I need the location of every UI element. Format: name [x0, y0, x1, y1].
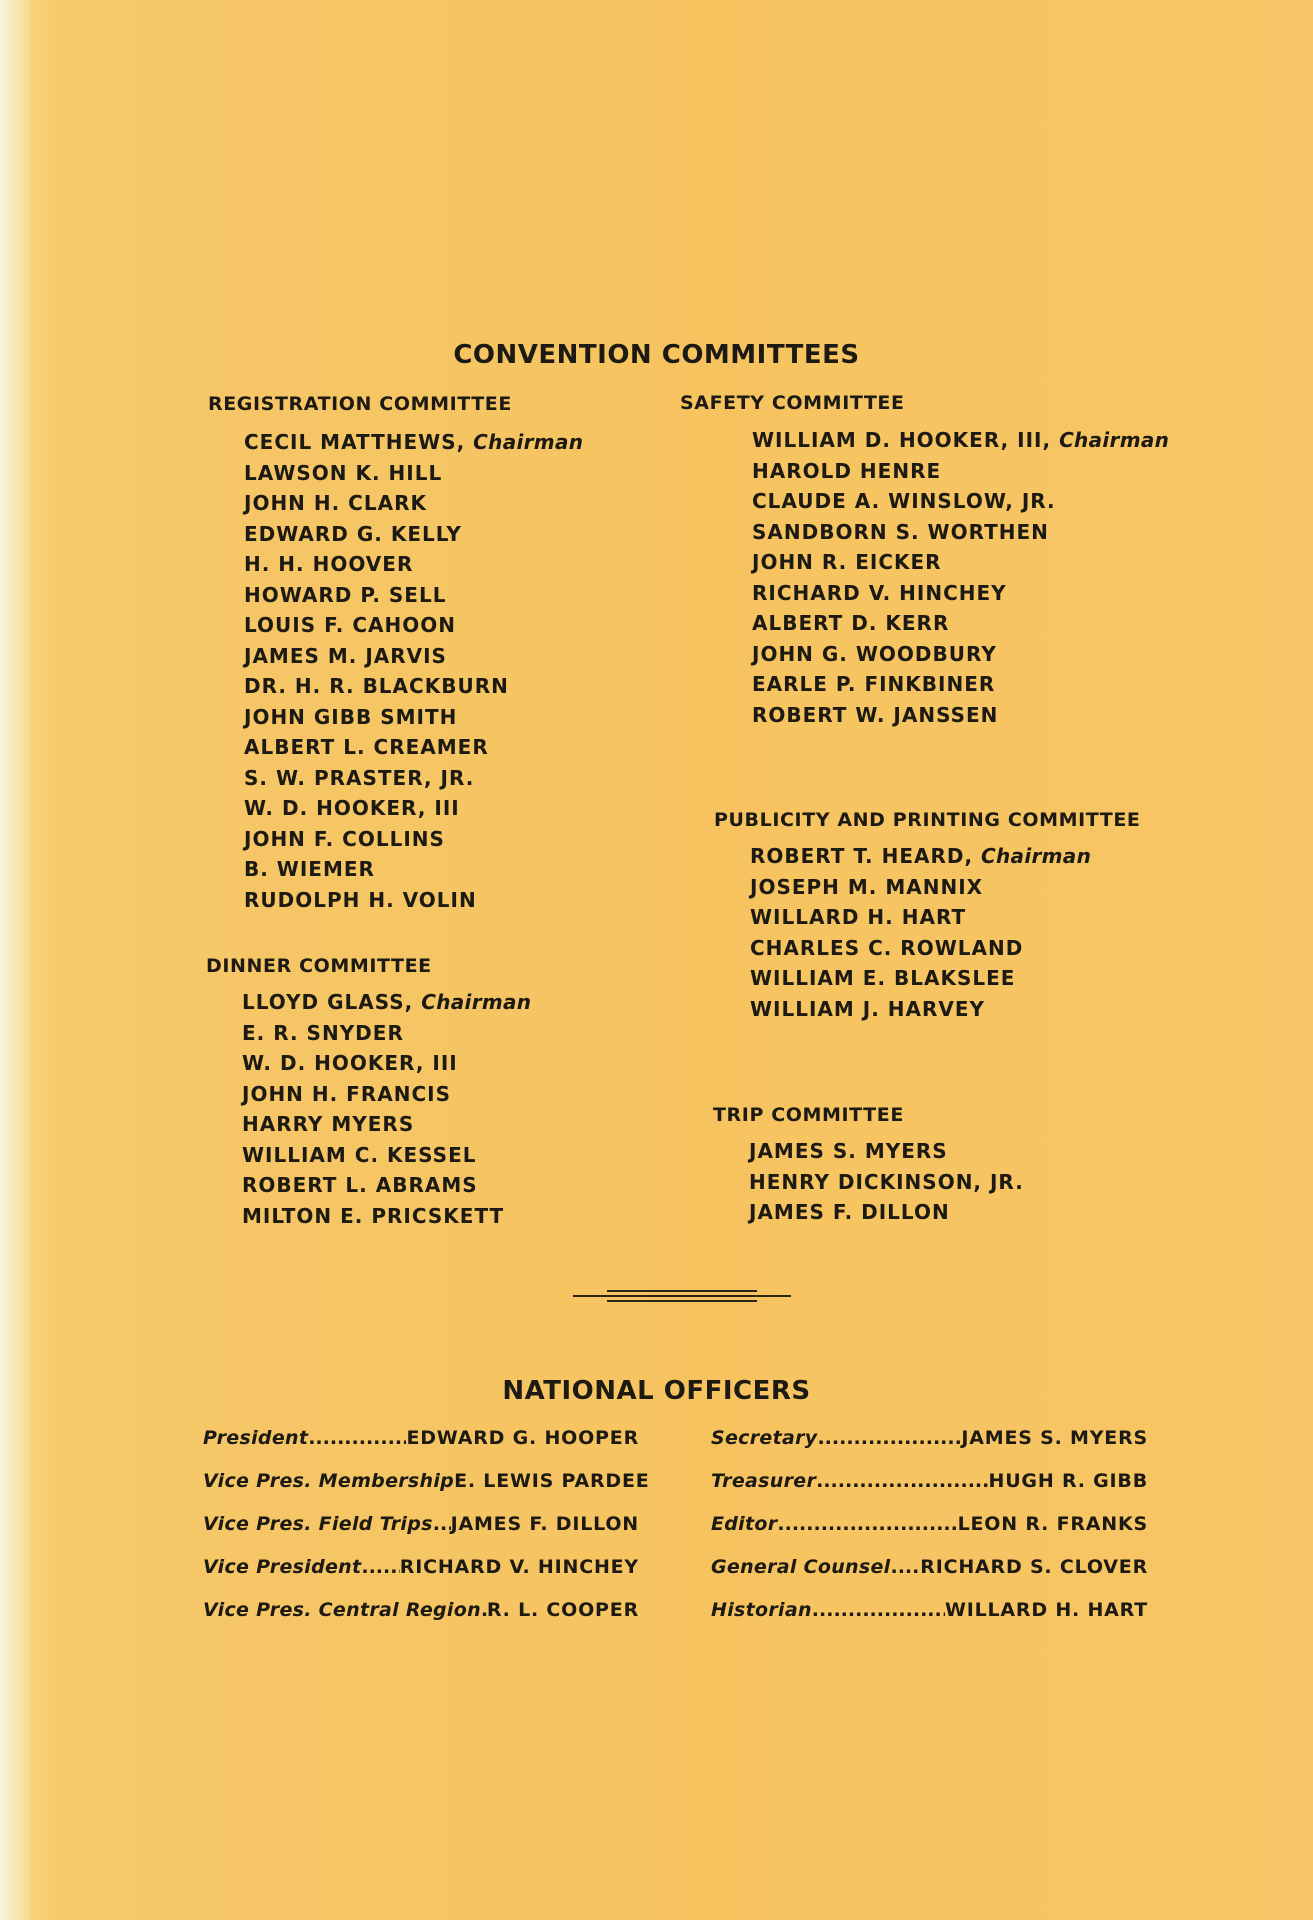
officer-name: JAMES S. MYERS — [961, 1427, 1148, 1449]
list-item: ROBERT L. ABRAMS — [242, 1173, 478, 1197]
officer-title: Historian — [711, 1599, 812, 1621]
chairman-role: Chairman — [421, 990, 532, 1014]
officer-row — [711, 1417, 1148, 1460]
list-item: JOHN G. WOODBURY — [752, 641, 997, 666]
officer-name: EDWARD G. HOOPER — [406, 1427, 639, 1449]
officer-title: General Counsel — [711, 1556, 891, 1578]
list-item: JAMES M. JARVIS — [244, 643, 447, 668]
leader-dots — [816, 1460, 988, 1503]
officer-title: Secretary — [711, 1427, 818, 1449]
list-item: JAMES F. DILLON — [749, 1200, 950, 1224]
safety-heading: SAFETY COMMITTEE — [680, 392, 905, 414]
officer-name: JAMES F. DILLON — [450, 1513, 639, 1535]
list-item: WILLIAM C. KESSEL — [242, 1142, 477, 1167]
officer-name: LEON R. FRANKS — [957, 1513, 1148, 1535]
list-item: S. W. PRASTER, JR. — [244, 765, 475, 790]
leader-dots — [433, 1503, 451, 1546]
chairman-role: Chairman — [1059, 428, 1170, 452]
officer-title: Vice Pres. Central Region — [203, 1599, 481, 1621]
list-item: W. D. HOOKER, III — [242, 1051, 458, 1075]
officer-row — [711, 1589, 1148, 1632]
registration-list — [244, 427, 583, 915]
list-item: MILTON E. PRICSKETT — [242, 1203, 505, 1228]
officer-row — [203, 1589, 639, 1632]
officer-name: HUGH R. GIBB — [988, 1470, 1148, 1492]
list-item: HOWARD P. SELL — [244, 582, 447, 607]
leader-dots — [812, 1589, 945, 1632]
list-item: JOHN F. COLLINS — [244, 826, 445, 851]
leader-dots — [777, 1503, 957, 1546]
officers-left — [203, 1417, 650, 1632]
list-item: B. WIEMER — [244, 857, 375, 881]
officer-title: President — [203, 1427, 309, 1449]
safety-list — [752, 425, 1169, 730]
officer-title: Vice Pres. Membership — [203, 1470, 455, 1492]
chairman-item — [244, 427, 583, 458]
list-item: JOHN H. FRANCIS — [242, 1081, 451, 1106]
leader-dots — [361, 1546, 399, 1589]
list-item: W. D. HOOKER, III — [244, 796, 460, 820]
list-item: LAWSON K. HILL — [244, 460, 443, 485]
chairman-role: Chairman — [473, 430, 584, 454]
dinner-heading: DINNER COMMITTEE — [206, 955, 432, 977]
list-item: EARLE P. FINKBINER — [752, 672, 996, 696]
officer-name: RICHARD S. CLOVER — [920, 1556, 1148, 1578]
officer-row — [203, 1546, 639, 1589]
list-item: LOUIS F. CAHOON — [244, 613, 457, 637]
list-item: EDWARD G. KELLY — [244, 521, 462, 546]
officer-name: E. LEWIS PARDEE — [454, 1470, 650, 1492]
list-item: ALBERT L. CREAMER — [244, 735, 489, 759]
chairman-item — [242, 987, 531, 1018]
officer-title: Vice Pres. Field Trips — [203, 1513, 433, 1535]
officer-row — [711, 1503, 1148, 1546]
registration-heading: REGISTRATION COMMITTEE — [208, 393, 512, 415]
officers-title: NATIONAL OFFICERS — [502, 1376, 811, 1406]
list-item: WILLIAM J. HARVEY — [750, 996, 986, 1021]
leader-dots — [817, 1417, 961, 1460]
officer-name: R. L. COOPER — [486, 1599, 639, 1621]
list-item: CHARLES C. ROWLAND — [750, 935, 1024, 960]
list-item: ALBERT D. KERR — [752, 611, 950, 635]
list-item: HARRY MYERS — [242, 1112, 415, 1136]
leader-dots — [308, 1417, 406, 1460]
leader-dots — [890, 1546, 920, 1589]
list-item: ROBERT W. JANSSEN — [752, 702, 999, 727]
officers-right — [711, 1417, 1148, 1632]
list-item: JOHN GIBB SMITH — [244, 704, 458, 729]
officer-title: Treasurer — [711, 1470, 817, 1492]
list-item: HAROLD HENRE — [752, 458, 942, 483]
chairman-item — [750, 841, 1091, 872]
officer-title: Editor — [711, 1513, 778, 1535]
chairman-role: Chairman — [981, 844, 1092, 868]
list-item: E. R. SNYDER — [242, 1020, 404, 1045]
dinner-list — [242, 987, 531, 1231]
page-title: CONVENTION COMMITTEES — [453, 340, 860, 370]
list-item: WILLARD H. HART — [750, 905, 967, 929]
chairman-name: WILLIAM D. HOOKER, III, — [752, 428, 1052, 452]
list-item: JOHN R. EICKER — [752, 550, 942, 574]
chairman-name: LLOYD GLASS, — [242, 990, 414, 1014]
list-item: SANDBORN S. WORTHEN — [752, 519, 1049, 544]
chairman-name: ROBERT T. HEARD, — [750, 844, 974, 868]
list-item: JOHN H. CLARK — [244, 491, 427, 515]
publicity-list — [750, 841, 1091, 1024]
list-item: CLAUDE A. WINSLOW, JR. — [752, 489, 1056, 513]
officer-row — [203, 1417, 639, 1460]
officer-title: Vice President — [203, 1556, 362, 1578]
officer-row — [711, 1460, 1148, 1503]
publicity-heading: PUBLICITY AND PRINTING COMMITTEE — [714, 809, 1141, 831]
paper-edge — [0, 0, 30, 1920]
officer-name: WILLARD H. HART — [944, 1599, 1148, 1621]
trip-list — [749, 1136, 1024, 1228]
officer-row — [203, 1503, 639, 1546]
list-item: JOSEPH M. MANNIX — [750, 874, 984, 899]
officer-row — [203, 1460, 650, 1503]
list-item: RUDOLPH H. VOLIN — [244, 887, 477, 912]
chairman-name: CECIL MATTHEWS, — [244, 430, 466, 454]
list-item: JAMES S. MYERS — [749, 1139, 948, 1163]
chairman-item — [752, 425, 1169, 456]
list-item: WILLIAM E. BLAKSLEE — [750, 966, 1016, 990]
list-item: RICHARD V. HINCHEY — [752, 580, 1007, 605]
list-item: HENRY DICKINSON, JR. — [749, 1169, 1024, 1194]
list-item: DR. H. R. BLACKBURN — [244, 674, 509, 698]
divider-ornament — [573, 1290, 791, 1304]
list-item: H. H. HOOVER — [244, 552, 414, 576]
trip-heading: TRIP COMMITTEE — [713, 1104, 904, 1126]
officer-row — [711, 1546, 1148, 1589]
officer-name: RICHARD V. HINCHEY — [399, 1556, 639, 1578]
